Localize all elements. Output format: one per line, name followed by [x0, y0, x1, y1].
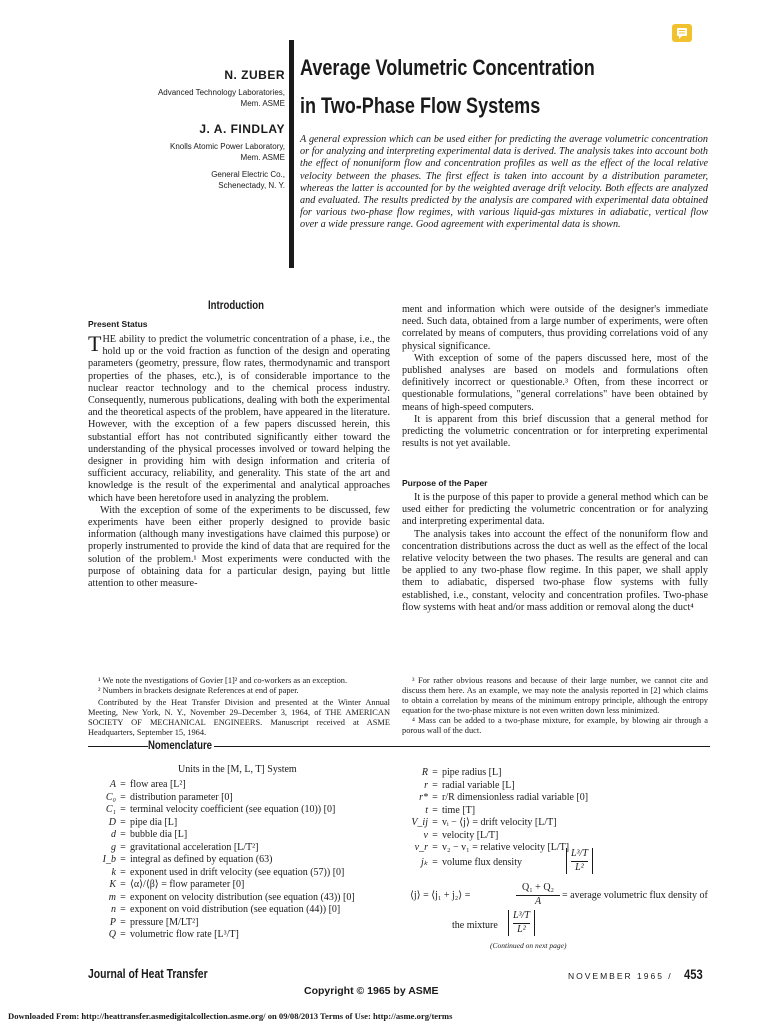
nomenclature-entry: D = pipe dia [L] [108, 816, 178, 828]
nomenclature-entry: V_ij = vᵢ − ⟨j⟩ = drift velocity [L/T] [411, 817, 557, 828]
paragraph: HE ability to predict the volumetric concentration of a phase, i.e., the hold up or the void fraction as function of the design and operating parameters (geometry, pressure, flow rates, thermodynamic and transport properties of the phases, etc.), is of considerable importance to the nuclear reactor technology and to the chemical process industry. Consequently, numerous publications, dealing with both the experimental and the theoretical aspects of the problem, have appeared in the literature. However, with the exception of a few papers discussed herein, this substantial effort has not contributed significantly either toward the understanding of the physical processes involved or toward helping the designer in providing him with design information and criteria of sufficient accuracy, reliability, and generality. This state of the art and knowledge is the result of the experimental and analytical approaches which have been heretofore used in analyzing the problem. [88, 334, 390, 504]
paragraph: With the exception of some of the experiments to be discussed, few experiments have been either properly designed to provide basic information (although many investigations have claimed this purpose) or properly instrumented to provide the kind of data that are required for the solution of the problem.¹ Most experiments were conducted with the purpose of obtaining data for a particular design, paying but little attention to other measure- [88, 504, 390, 590]
page-number: 453 [684, 966, 703, 982]
nomenclature-entry: C₁ = terminal velocity coefficient (see equation (10)) [0] [105, 804, 336, 815]
nomenclature-entry: g = gravitational acceleration [L/T²] [111, 841, 259, 853]
jmean-fraction: Q₁ + Q₂ A [516, 882, 560, 908]
nomenclature-rule-left [88, 746, 148, 747]
author-affiliation: Mem. ASME [240, 99, 285, 108]
footnote: ² Numbers in brackets designate References at end of paper. [98, 686, 299, 695]
nomenclature-entry: r* = r/R dimensionless radial variable [0] [419, 792, 589, 803]
nomenclature-left-list [90, 779, 400, 942]
author-block-1 [60, 68, 285, 109]
journal-name: Journal of Heat Transfer [88, 966, 208, 981]
nomenclature-rule-right [214, 746, 710, 747]
right-column-body-top [402, 304, 708, 450]
nomenclature-entry: v_r = v₂ − v₁ = relative velocity [L/T] [414, 842, 570, 853]
paragraph: It is apparent from this brief discussion that a general method for predicting the volumetric concentration or for interpreting experimental results is not yet available. [402, 413, 708, 450]
dropcap: T [88, 331, 102, 356]
nomenclature-entry: r = radial variable [L] [424, 779, 515, 791]
nomenclature-entry: K = ⟨α⟩/⟨β⟩ = flow parameter [0] [109, 879, 245, 890]
nomenclature-entry-jmean-def: = average volumetric flux density of [562, 890, 708, 901]
nomenclature-right-list [402, 767, 712, 855]
author-block-2 [60, 122, 285, 191]
paper-title-line-2: in Two-Phase Flow Systems [300, 93, 541, 118]
nomenclature-entry: m = exponent on velocity distribution (see equation (43)) [0] [108, 891, 355, 903]
download-notice: Downloaded From: http://heattransfer.asmedigitalcollection.asme.org/ on 09/08/2013 Terms of Use: http://asme.org/terms [8, 1011, 453, 1021]
author-affiliation: Advanced Technology Laboratories, [157, 88, 285, 97]
nomenclature-entry-jmean-def2: the mixture [452, 920, 498, 931]
nomenclature-entry: R = pipe radius [L] [421, 767, 502, 778]
nomenclature-entry-jmean-lhs: ⟨j⟩ = ⟨j₁ + j₂⟩ = [410, 890, 471, 901]
nomenclature-entry: v = velocity [L/T] [423, 829, 499, 841]
footnote: ⁴ Mass can be added to a two-phase mixture, for example, by blowing air through a porous wall of the duct. [402, 716, 708, 735]
left-footnotes [88, 676, 390, 738]
nomenclature-entry: C₀ = distribution parameter [0] [105, 791, 233, 803]
author-affiliation: Schenectady, N. Y. [218, 181, 285, 190]
units-line: Units in the [M, L, T] System [178, 764, 297, 775]
paragraph: The analysis takes into account the effect of the nonuniform flow and concentration distributions across the duct as well as the effect of the local relative velocity between the two phases. The results are general and can be applied to any two-phase flow regime. In this paper, we shall apply them to adiabatic, dispersed two-phase flow systems with fully established, i.e., constant, velocity and concentration profiles. Two-phase flow systems with heat and/or mass addition or removal along the duct⁴ [402, 528, 708, 613]
nomenclature-entry-jk: jₖ = volume flux density [420, 857, 522, 868]
footnote: ³ For rather obvious reasons and because of their large number, we cannot cite and discuss them here. As an example, we may note the analysis reported in [2] which claims to obtain a correlation by means of the minimum entropy principle, although the entropy equation for the two-phase mixture is not even written down less minimized. [402, 676, 708, 715]
issue-date: NOVEMBER 1965 / [568, 971, 673, 981]
subsection-heading-present-status: Present Status [88, 319, 148, 329]
nomenclature-entry: t = time [T] [425, 804, 476, 816]
paragraph: It is the purpose of this paper to provide a general method which can be used either for predicting the volumetric concentration or for analyzing and interpreting experimental data. [402, 492, 708, 528]
jmean-unit-fraction: L³/T L² [508, 910, 535, 936]
right-column-body-purpose [402, 492, 708, 614]
paper-title-line-1: Average Volumetric Concentration [300, 55, 595, 80]
abstract: A general expression which can be used either for predicting the average volumetric concentration or for analyzing and interpreting experimental data is derived. The analysis takes into account both the effect of nonuniform flow and concentration profiles as well as the effect of the local relative velocity between the phases. The first effect is taken into account by a distribution parameter, whereas the latter is accounted for by the weighted average drift velocity. Both effects are analyzed and evaluated. The results predicted by the analysis are compared with experimental data obtained for various two-phase flow regimes, with various liquid-gas mixtures in adiabatic, vertical flow over a wide pressure range. Good agreement with experimental data is shown. [300, 134, 708, 231]
left-column-body [88, 331, 390, 590]
author-affiliation: Knolls Atomic Power Laboratory, [169, 142, 285, 151]
section-heading-introduction: Introduction [208, 298, 264, 312]
right-footnotes [402, 676, 708, 736]
author-name: N. ZUBER [224, 68, 285, 82]
nomenclature-entry: k = exponent used in drift velocity (see equation (57)) [0] [111, 866, 345, 878]
nomenclature-entry: d = bubble dia [L] [111, 829, 188, 840]
paragraph: With exception of some of the papers discussed here, most of the published analyses are based on models and formulations often definitively incorrect or questionable.³ Often, from these incorrect or questionable formulations, "general correlations" have been obtained by means of high-speed computers. [402, 352, 708, 413]
author-affiliation: Mem. ASME [240, 153, 285, 162]
nomenclature-entry: Q = volumetric flow rate [L³/T] [108, 929, 239, 940]
title-divider-bar [289, 40, 294, 268]
nomenclature-entry: I_b = integral as defined by equation (63) [102, 854, 273, 865]
author-name: J. A. FINDLAY [199, 122, 285, 136]
nomenclature-entry: P = pressure [M/LT²] [109, 916, 199, 928]
nomenclature-entry: A = flow area [L²] [109, 779, 186, 790]
comment-note-icon[interactable] [672, 24, 692, 42]
nomenclature-heading: Nomenclature [148, 738, 213, 752]
jk-unit-fraction: L³/T L² [566, 848, 593, 874]
nomenclature-entry: n = exponent on void distribution (see equation (44)) [0] [111, 904, 341, 915]
paragraph: ment and information which were outside of the designer's immediate need. Such data, obtained from a large number of experiments, were often correlated by means of computers, thus providing correlations void of any physical significance. [402, 304, 708, 352]
copyright-line: Copyright © 1965 by ASME [304, 985, 439, 997]
footnote: Contributed by the Heat Transfer Division and presented at the Winter Annual Meeting, New York, N. Y., November 29–December 3, 1964, of THE AMERICAN SOCIETY OF MECHANICAL ENGINEERS. Manuscript received at ASME Headquarters, September 15, 1964. [88, 698, 390, 737]
footnote: ¹ We note the nvestigations of Govier [1]² and co-workers as an exception. [98, 676, 348, 685]
author-affiliation: General Electric Co., [211, 170, 285, 179]
subsection-heading-purpose: Purpose of the Paper [402, 478, 488, 488]
continued-note: (Continued on next page) [490, 941, 567, 950]
